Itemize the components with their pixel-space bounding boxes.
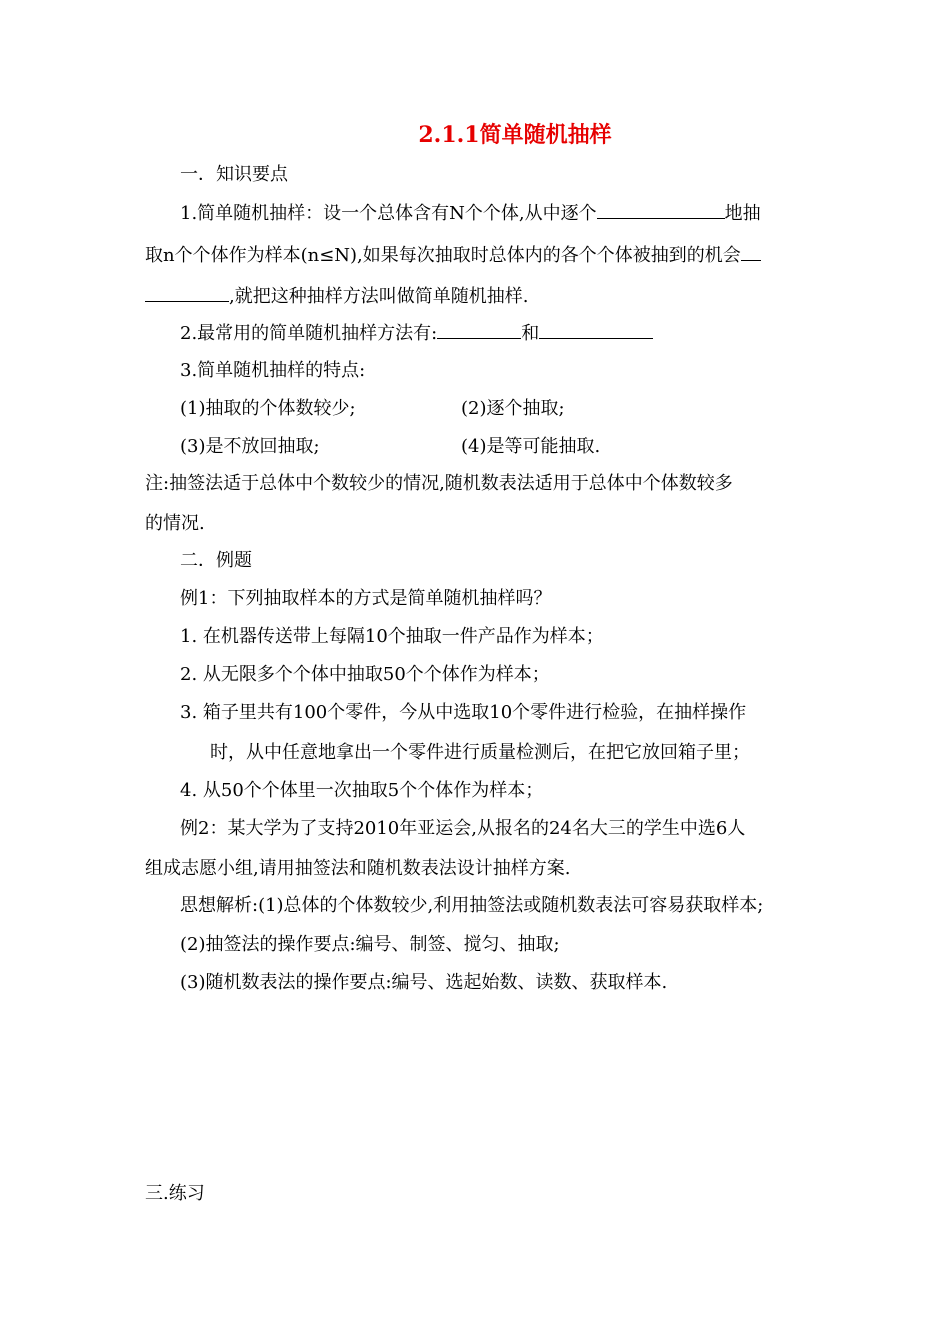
solution-line2: (2)抽签法的操作要点:编号、制签、搅匀、抽取; [180,934,560,955]
note-line2: 的情况. [145,513,205,534]
feature-3: (3)是不放回抽取; [180,436,320,457]
note-line1: 注:抽签法适于总体中个数较少的情况,随机数表法适用于总体中个体数较多 [145,473,733,494]
example1-item-4: 4. 从50个个体里一次抽取5个个体作为样本； [180,780,544,801]
point2-text-b: 和 [521,323,540,344]
example1-item-3-cont: 时，从中任意地拿出一个零件进行质量检测后，在把它放回箱子里； [210,742,750,763]
feature-1: (1)抽取的个体数较少; [180,398,356,419]
feature-2: (2)逐个抽取; [461,398,565,419]
section3-heading: 三.练习 [145,1183,205,1204]
section1-heading: 一．知识要点 [180,164,288,185]
point1-text-c: 取n个个体作为样本(n≤N),如果每次抽取时总体内的各个个体被抽到的机会 [145,245,741,266]
example1-item-3: 3. 箱子里共有100个零件，今从中选取10个零件进行检验，在抽样操作 [180,702,747,723]
blank-1 [597,200,725,219]
point2-line [180,320,653,347]
point1-line3 [145,283,528,310]
feature-4: (4)是等可能抽取. [461,436,601,457]
point1-text-b: 地抽 [724,203,761,224]
solution-line1: 思想解析:(1)总体的个体数较少,利用抽签法或随机数表法可容易获取样本; [180,895,764,916]
example1-item-1: 1. 在机器传送带上每隔10个抽取一件产品作为样本； [180,626,604,647]
point1-text-d: ,就把这种抽样方法叫做简单随机抽样. [229,286,529,307]
document-title: 2.1.1简单随机抽样 [418,122,612,148]
point3-line: 3.简单随机抽样的特点: [180,360,366,381]
blank-2b [145,283,229,302]
section2-heading: 二．例题 [180,550,252,571]
example2-line1: 例2：某大学为了支持2010年亚运会,从报名的24名大三的学生中选6人 [180,818,746,839]
point1-line2 [145,242,761,269]
blank-2a [741,242,761,261]
point2-text-a: 2.最常用的简单随机抽样方法有: [180,323,438,344]
solution-line3: (3)随机数表法的操作要点:编号、选起始数、读数、获取样本. [180,972,668,993]
example1-question: 例1：下列抽取样本的方式是简单随机抽样吗？ [180,588,552,609]
example1-item-2: 2. 从无限多个个体中抽取50个个体作为样本； [180,664,550,685]
point1-line1 [180,200,761,227]
blank-4 [539,320,653,339]
example2-line2: 组成志愿小组,请用抽签法和随机数表法设计抽样方案. [145,858,571,879]
point1-text-a: 1.简单随机抽样：设一个总体含有N个个体,从中逐个 [180,203,597,224]
blank-3 [437,320,521,339]
